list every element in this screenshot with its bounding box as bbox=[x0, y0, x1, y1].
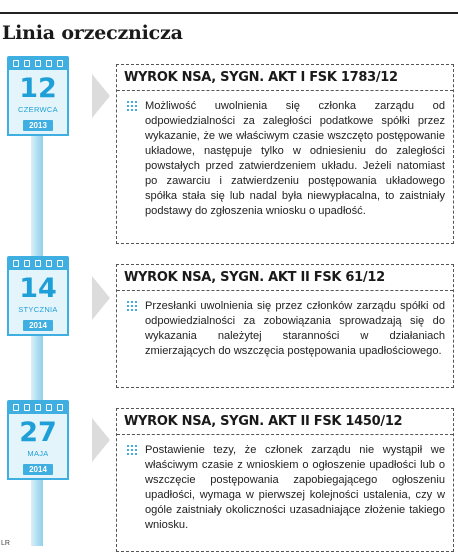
calendar-year: 2014 bbox=[23, 464, 53, 475]
grid-bullet-icon bbox=[127, 101, 137, 111]
calendar-icon bbox=[7, 56, 69, 136]
arrow-pointer bbox=[92, 418, 110, 462]
calendar-icon bbox=[7, 256, 69, 336]
credit-label: LR bbox=[1, 540, 10, 547]
calendar-rings bbox=[7, 400, 69, 414]
calendar-month: STYCZNIA bbox=[18, 305, 58, 314]
calendar-day: 14 bbox=[19, 273, 57, 304]
ruling-heading: WYROK NSA, SYGN. AKT II FSK 1450/12 bbox=[117, 409, 453, 435]
calendar-page bbox=[7, 414, 69, 480]
ruling-card bbox=[116, 64, 454, 244]
calendar-day: 27 bbox=[19, 417, 57, 448]
page-title: Linia orzecznicza bbox=[2, 22, 183, 44]
calendar-rings bbox=[7, 56, 69, 70]
calendar-year: 2013 bbox=[23, 120, 53, 131]
grid-bullet-icon bbox=[127, 301, 137, 311]
calendar-icon bbox=[7, 400, 69, 480]
top-rule bbox=[0, 12, 458, 14]
ruling-heading: WYROK NSA, SYGN. AKT II FSK 61/12 bbox=[117, 265, 453, 291]
ruling-body bbox=[117, 291, 453, 365]
arrow-pointer bbox=[92, 74, 110, 118]
grid-bullet-icon bbox=[127, 445, 137, 455]
ruling-text: Możliwość uwolnienia się członka zarządu od odpowiedzialności za zaległości podatkowe spółki przez wykazanie, że we właściwym czasie wszczęto postępowanie układowe, następuje tylko w odniesieniu do zaległości powstałych przed zatwierdzeniem układu. Jeżeli natomiast po zawarciu i zatwierdzeniu postępowania układowego spółka stała się lub nadal była niewypłacalna, to zaistniały podstawy do zgłoszenia wniosku o upadłość. bbox=[145, 100, 445, 217]
ruling-body bbox=[117, 435, 453, 539]
calendar-month: MAJA bbox=[27, 449, 49, 458]
arrow-pointer bbox=[92, 276, 110, 320]
ruling-heading: WYROK NSA, SYGN. AKT I FSK 1783/12 bbox=[117, 65, 453, 91]
calendar-month: CZERWCA bbox=[18, 105, 58, 114]
ruling-body bbox=[117, 91, 453, 225]
calendar-rings bbox=[7, 256, 69, 270]
calendar-day: 12 bbox=[19, 73, 57, 104]
ruling-card bbox=[116, 264, 454, 388]
ruling-text: Postawienie tezy, że członek zarządu nie wystąpił we właściwym czasie z wnioskiem o ogłoszenie upadłości lub o wszczęcie postępowania zapobiegającego ogłoszeniu upadłości, wymaga w pierwszej kolejności ustalenia, czy w ogóle zaistniały okoliczności uzasadniające złożenie takiego wniosku. bbox=[145, 444, 445, 531]
calendar-page bbox=[7, 270, 69, 336]
calendar-page bbox=[7, 70, 69, 136]
ruling-text: Przesłanki uwolnienia się przez członków zarządu spółki od odpowiedzialności za zobowiązania sprowadzają się do wykazania należytej staranności w działaniach zmierzających do wszczęcia postępowania upadłościowego. bbox=[145, 300, 445, 357]
ruling-card bbox=[116, 408, 454, 552]
calendar-year: 2014 bbox=[23, 320, 53, 331]
